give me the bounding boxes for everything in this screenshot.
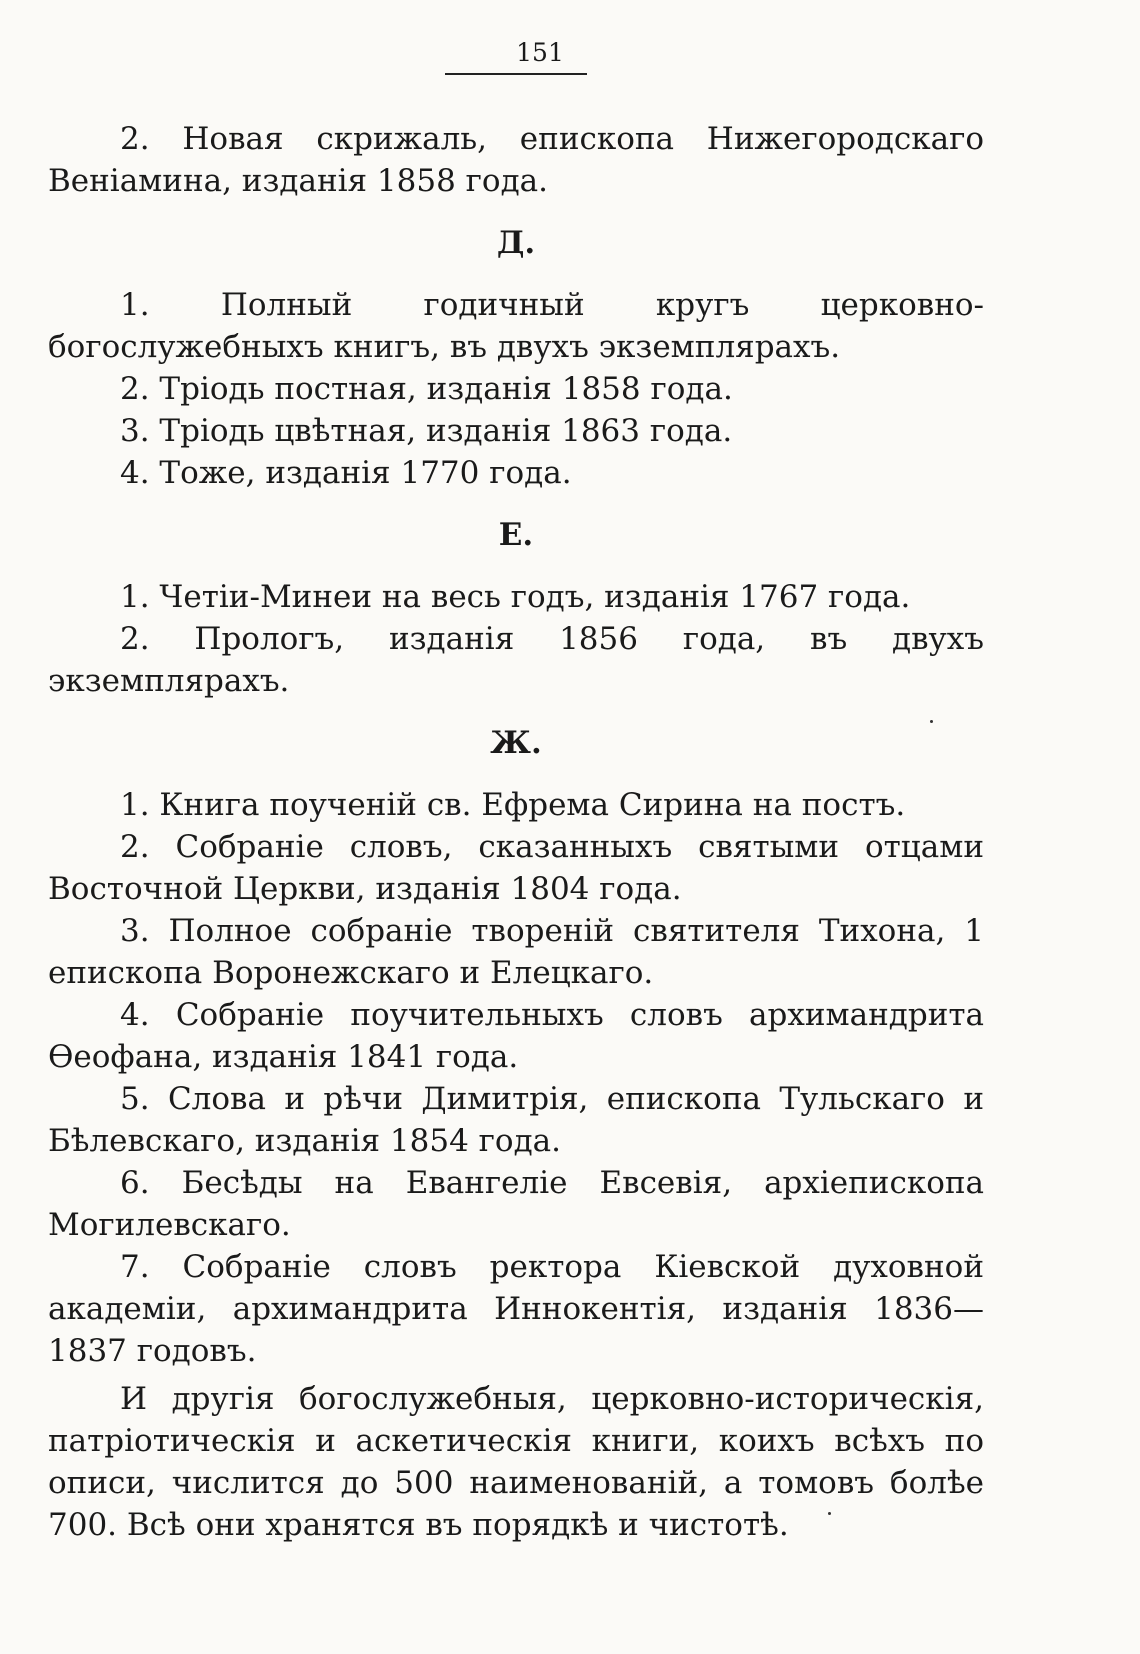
list-item: 7. Собраніе словъ ректора Кіевской духовной академіи, архимандрита Иннокентія, изданія 1836—1837 годовъ. (48, 1249, 984, 1369)
list-item: 4. Тоже, изданія 1770 года. (120, 455, 572, 491)
section-heading: Д. (496, 225, 536, 261)
list-item: 4. Собраніе поучительныхъ словъ архимандрита Өеофана, изданія 1841 года. (48, 997, 984, 1075)
section-heading: Е. (498, 517, 534, 553)
list-item: 3. Полное собраніе твореній святителя Тихона, 1 епископа Воронежскаго и Елецкаго. (48, 913, 984, 991)
list-item: 2. Собраніе словъ, сказанныхъ святыми отцами Восточной Церкви, изданія 1804 года. (48, 829, 984, 907)
page-number: 151 (516, 38, 564, 67)
page-body (48, 118, 984, 1546)
list-item: 1. Полный годичный кругъ церковно-богослужебныхъ книгъ, въ двухъ экземплярахъ. (48, 287, 984, 365)
list-item: 1. Книга поученій св. Ефрема Сирина на постъ. (120, 787, 906, 823)
list-item: 1. Четіи-Минеи на весь годъ, изданія 1767 года. (120, 579, 911, 615)
list-item: 2. Новая скрижаль, епископа Нижегородскаго Веніамина, изданія 1858 года. (48, 121, 984, 199)
page-number-rule (445, 73, 587, 75)
speck-mark (930, 720, 933, 723)
section-heading: Ж. (490, 725, 542, 761)
list-item: 6. Бесѣды на Евангеліе Евсевія, архіепископа Могилевскаго. (48, 1165, 984, 1243)
speck-mark (828, 1512, 831, 1515)
list-item: 5. Слова и рѣчи Димитрія, епископа Тульскаго и Бѣлевскаго, изданія 1854 года. (48, 1081, 984, 1159)
list-item: 2. Прологъ, изданія 1856 года, въ двухъ экземплярахъ. (48, 621, 984, 699)
list-item: 2. Тріодь постная, изданія 1858 года. (120, 371, 733, 407)
list-item: 3. Тріодь цвѣтная, изданія 1863 года. (120, 413, 733, 449)
closing-paragraph: И другія богослужебныя, церковно-историческія, патріотическія и аскетическія книги, коихъ всѣхъ по описи, числится до 500 наименованій, а томовъ болѣе 700. Всѣ они хранятся въ порядкѣ и чистотѣ. (48, 1381, 984, 1543)
